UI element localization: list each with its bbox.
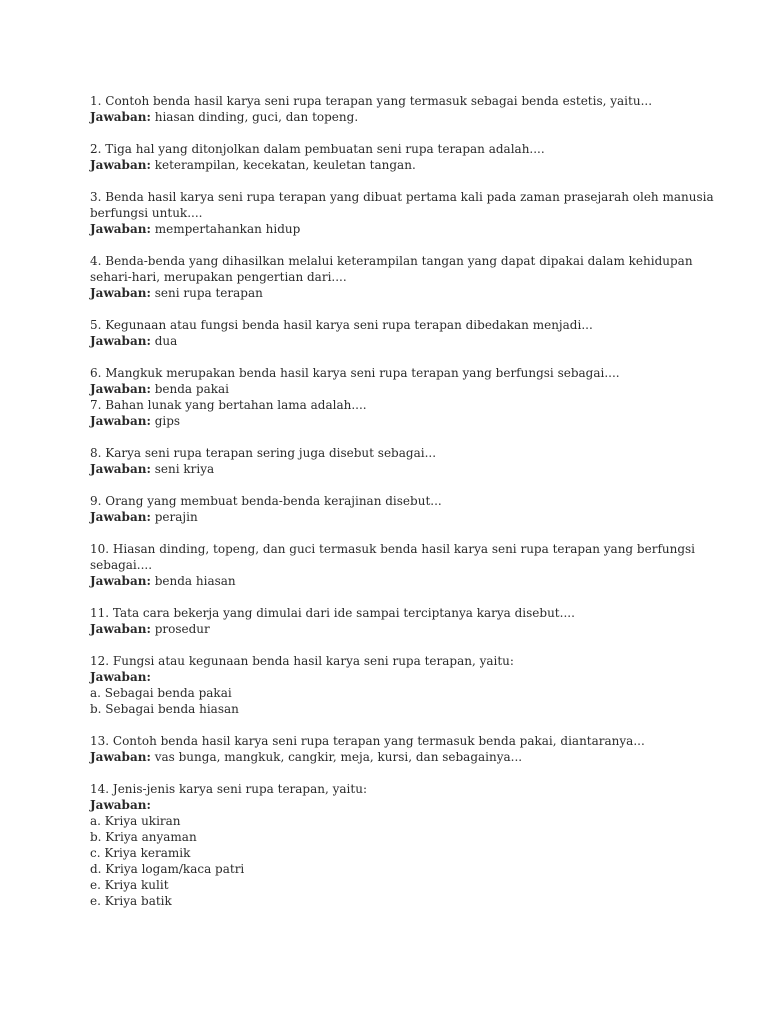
qa-item-5 bbox=[90, 317, 690, 349]
qa-item-11 bbox=[90, 605, 690, 637]
answer-line bbox=[90, 461, 690, 477]
answer-text: vas bunga, mangkuk, cangkir, meja, kursi, dan sebagainya... bbox=[154, 750, 523, 764]
answer-label: Jawaban: bbox=[90, 382, 151, 396]
answer-list-item: b. Kriya anyaman bbox=[90, 830, 197, 844]
qa-item-14 bbox=[90, 781, 690, 909]
answer-line bbox=[90, 157, 690, 173]
answer-label: Jawaban: bbox=[90, 286, 151, 300]
answer-text: keterampilan, kecekatan, keuletan tangan. bbox=[154, 158, 416, 172]
answer-list-item: e. Kriya batik bbox=[90, 894, 172, 908]
question-text: 5. Kegunaan atau fungsi benda hasil karya seni rupa terapan dibedakan menjadi... bbox=[90, 318, 593, 332]
question-text-line-2: sebagai.... bbox=[90, 558, 153, 572]
answer-text: benda hiasan bbox=[154, 574, 236, 588]
qa-item-6 bbox=[90, 365, 690, 397]
question-text: 2. Tiga hal yang ditonjolkan dalam pembuatan seni rupa terapan adalah.... bbox=[90, 142, 545, 156]
qa-item-9 bbox=[90, 493, 690, 525]
answer-list-item: a. Kriya ukiran bbox=[90, 814, 181, 828]
answer-text: seni rupa terapan bbox=[154, 286, 263, 300]
answer-text: dua bbox=[154, 334, 178, 348]
answer-line bbox=[90, 109, 690, 125]
question-text-line-1: 3. Benda hasil karya seni rupa terapan yang dibuat pertama kali pada zaman prasejarah oleh manusia bbox=[90, 190, 714, 204]
answer-label: Jawaban: bbox=[90, 462, 151, 476]
question-text-line-2: berfungsi untuk.... bbox=[90, 206, 203, 220]
answer-line bbox=[90, 621, 690, 637]
answer-label: Jawaban: bbox=[90, 574, 151, 588]
answer-list-item: a. Sebagai benda pakai bbox=[90, 686, 232, 700]
qa-item-1 bbox=[90, 93, 690, 125]
question-text: 11. Tata cara bekerja yang dimulai dari ide sampai terciptanya karya disebut.... bbox=[90, 606, 575, 620]
answer-line bbox=[90, 221, 690, 237]
question-text: 13. Contoh benda hasil karya seni rupa terapan yang termasuk benda pakai, diantaranya... bbox=[90, 734, 645, 748]
qa-item-7 bbox=[90, 397, 690, 429]
answer-list-item: d. Kriya logam/kaca patri bbox=[90, 862, 245, 876]
question-text-line-1: 4. Benda-benda yang dihasilkan melalui keterampilan tangan yang dapat dipakai dalam kehidupan bbox=[90, 254, 693, 268]
question-text-line-2: sehari-hari, merupakan pengertian dari.... bbox=[90, 270, 347, 284]
answer-line bbox=[90, 749, 690, 765]
answer-label: Jawaban: bbox=[90, 622, 151, 636]
answer-label: Jawaban: bbox=[90, 110, 151, 124]
answer-line bbox=[90, 509, 690, 525]
qa-item-4 bbox=[90, 253, 693, 301]
answer-label: Jawaban: bbox=[90, 334, 151, 348]
question-text: 6. Mangkuk merupakan benda hasil karya seni rupa terapan yang berfungsi sebagai.... bbox=[90, 366, 620, 380]
answer-label: Jawaban: bbox=[90, 670, 151, 684]
question-text-line-1: 10. Hiasan dinding, topeng, dan guci termasuk benda hasil karya seni rupa terapan yang berfungsi bbox=[90, 542, 696, 556]
qa-item-8 bbox=[90, 445, 690, 477]
answer-text: hiasan dinding, guci, dan topeng. bbox=[154, 110, 359, 124]
answer-label: Jawaban: bbox=[90, 414, 151, 428]
question-text: 12. Fungsi atau kegunaan benda hasil karya seni rupa terapan, yaitu: bbox=[90, 654, 514, 668]
question-text: 7. Bahan lunak yang bertahan lama adalah.... bbox=[90, 398, 367, 412]
answer-list-item: b. Sebagai benda hiasan bbox=[90, 702, 239, 716]
question-text: 1. Contoh benda hasil karya seni rupa terapan yang termasuk sebagai benda estetis, yaitu... bbox=[90, 94, 653, 108]
answer-line bbox=[90, 285, 690, 301]
answer-line bbox=[90, 381, 690, 397]
question-text: 14. Jenis-jenis karya seni rupa terapan, yaitu: bbox=[90, 782, 367, 796]
answer-text: mempertahankan hidup bbox=[154, 222, 301, 236]
qa-item-10 bbox=[90, 541, 696, 589]
qa-item-3 bbox=[90, 189, 714, 237]
answer-text: benda pakai bbox=[154, 382, 229, 396]
question-text: 8. Karya seni rupa terapan sering juga disebut sebagai... bbox=[90, 446, 437, 460]
document-page bbox=[90, 93, 714, 925]
answer-text: perajin bbox=[154, 510, 198, 524]
question-text: 9. Orang yang membuat benda-benda kerajinan disebut... bbox=[90, 494, 442, 508]
answer-line bbox=[90, 573, 690, 589]
answer-text: gips bbox=[154, 414, 181, 428]
answer-label: Jawaban: bbox=[90, 750, 151, 764]
answer-label: Jawaban: bbox=[90, 798, 151, 812]
qa-item-13 bbox=[90, 733, 690, 765]
answer-list-item: e. Kriya kulit bbox=[90, 878, 169, 892]
answer-text: seni kriya bbox=[154, 462, 215, 476]
answer-label: Jawaban: bbox=[90, 510, 151, 524]
answer-label: Jawaban: bbox=[90, 158, 151, 172]
answer-list-item: c. Kriya keramik bbox=[90, 846, 191, 860]
answer-line bbox=[90, 333, 690, 349]
qa-item-2 bbox=[90, 141, 690, 173]
answer-label: Jawaban: bbox=[90, 222, 151, 236]
qa-item-12 bbox=[90, 653, 690, 717]
answer-text: prosedur bbox=[154, 622, 210, 636]
answer-line bbox=[90, 413, 690, 429]
